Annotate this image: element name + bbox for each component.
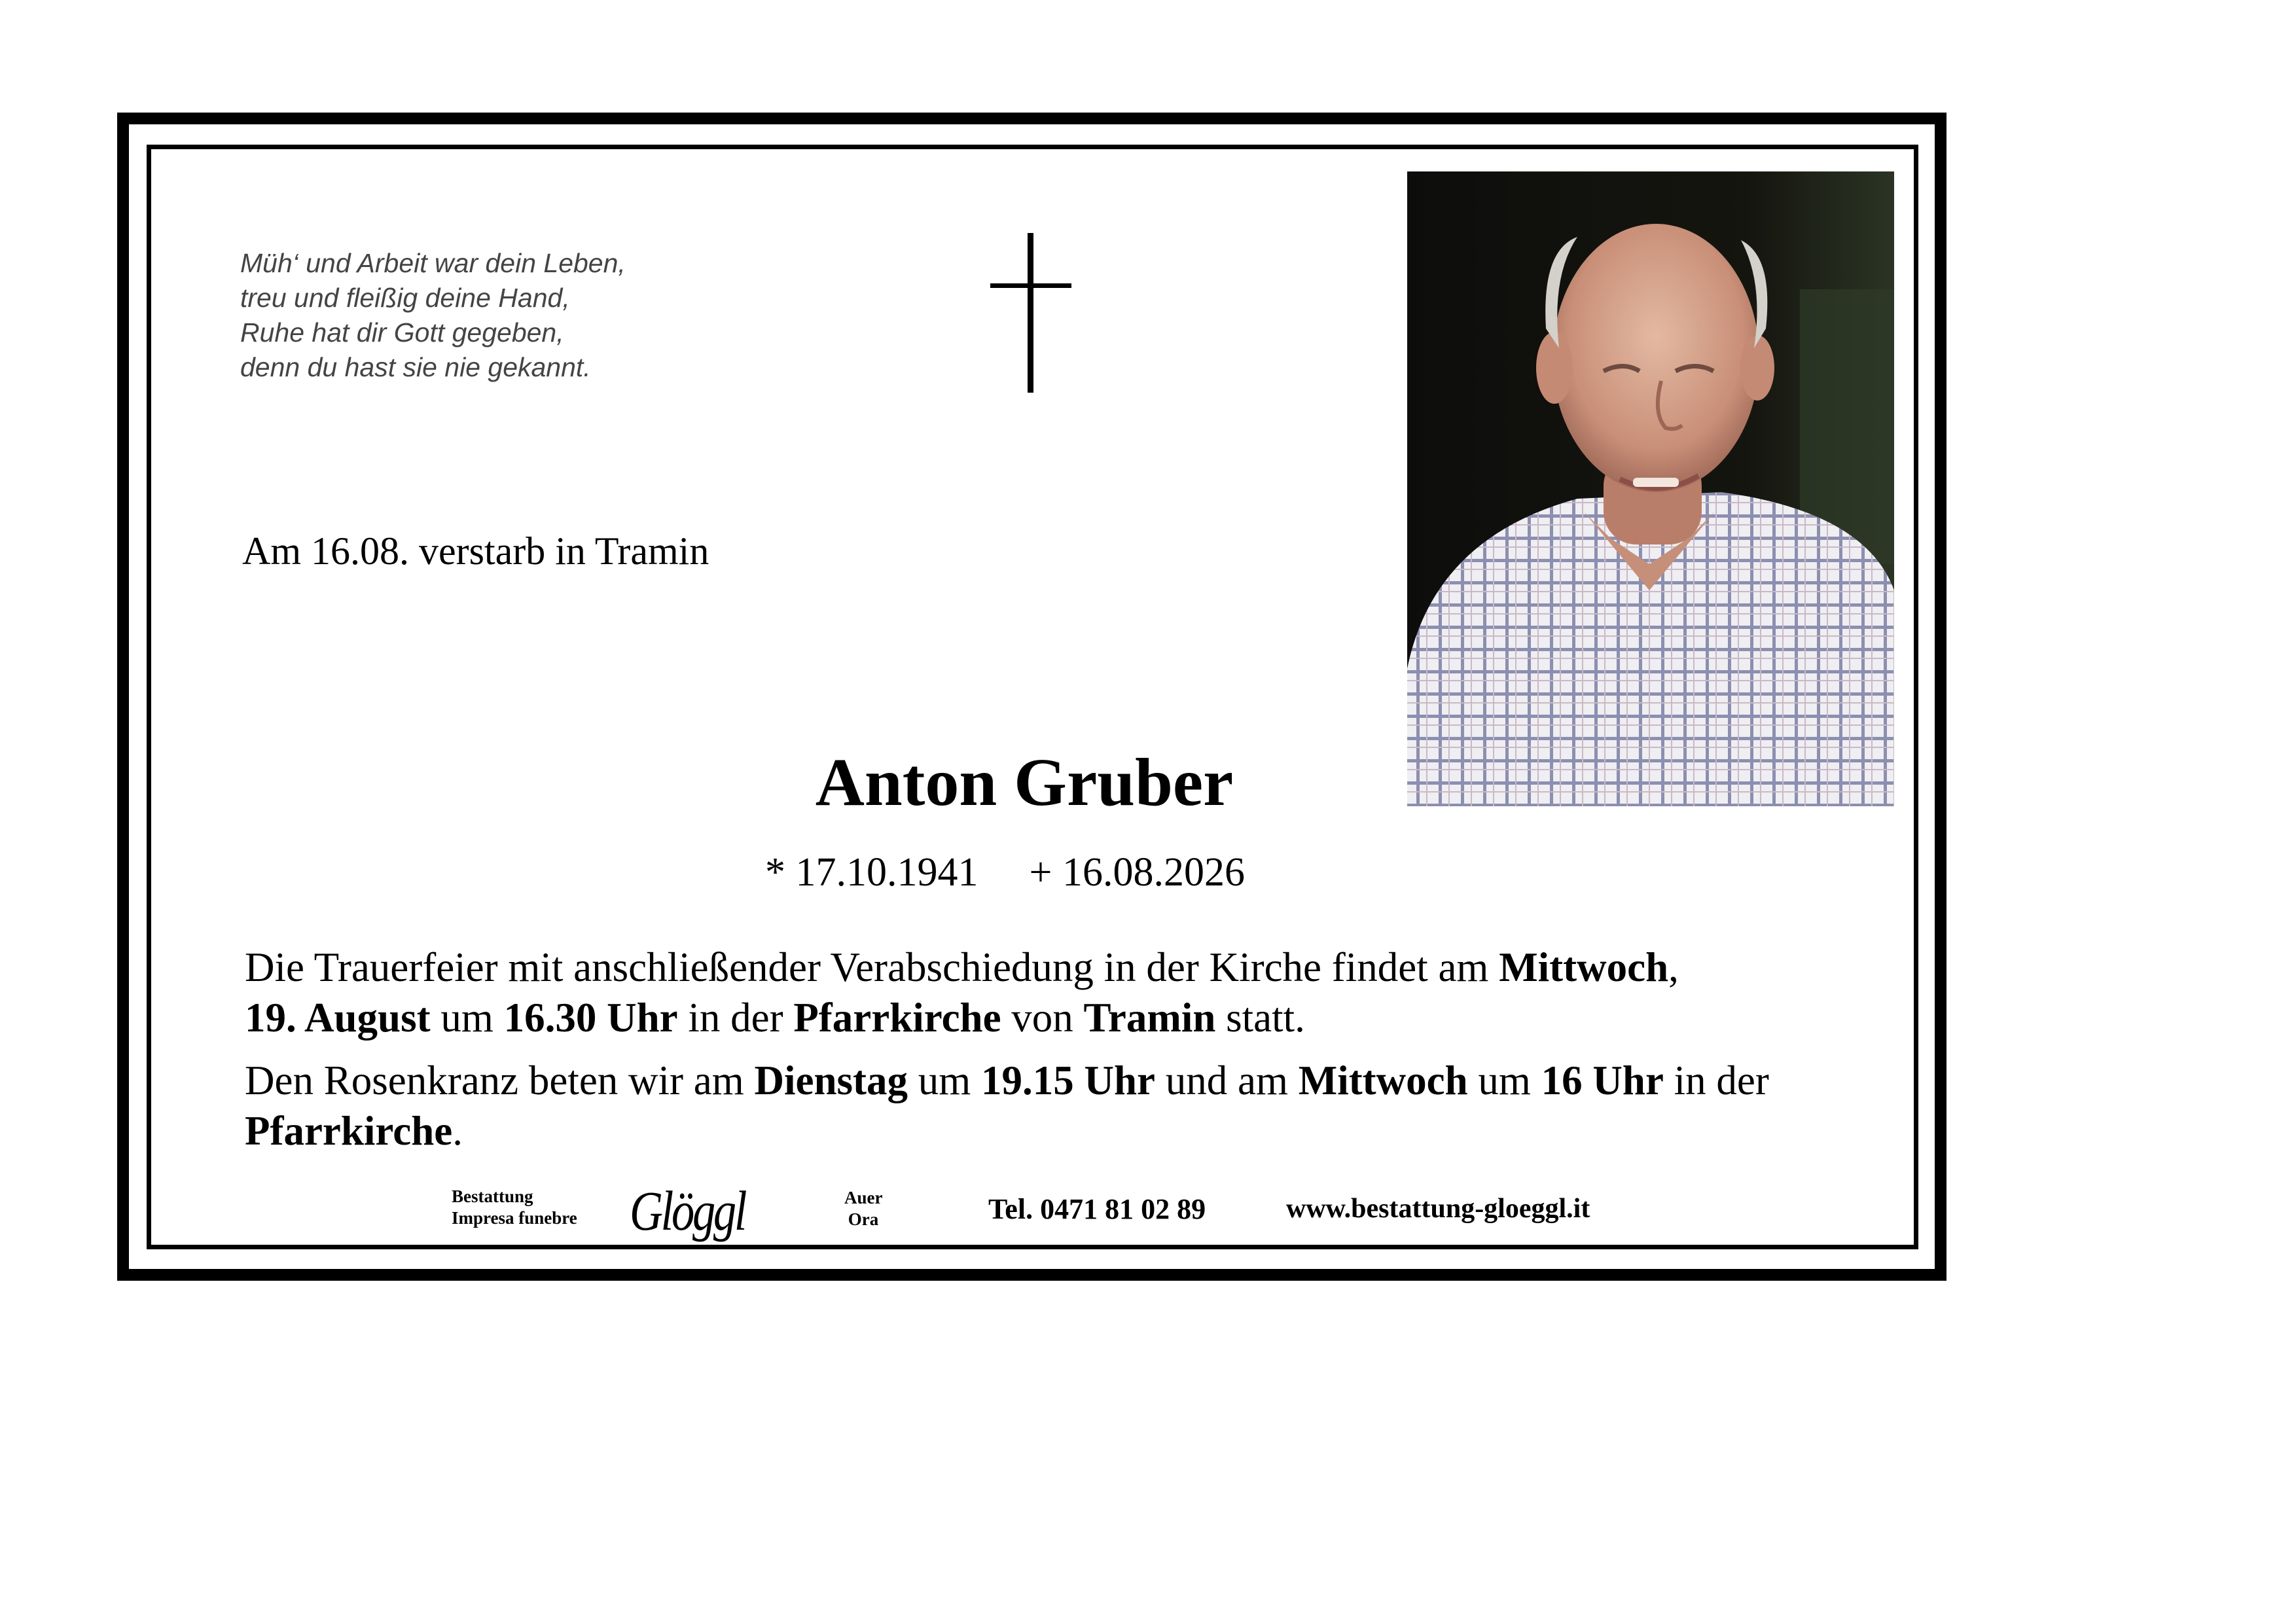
company-line: Impresa funebre	[452, 1208, 577, 1228]
church-emphasis: Pfarrkirche	[793, 995, 1001, 1041]
company-logo: Glöggl	[630, 1179, 745, 1242]
time-emphasis: 16.30 Uhr	[503, 995, 678, 1041]
location-line: Auer	[844, 1188, 883, 1207]
weekday-emphasis: Mittwoch	[1499, 944, 1669, 990]
text-run: in der	[677, 995, 794, 1041]
death-date: + 16.08.2026	[1029, 850, 1245, 895]
text-run: um	[908, 1058, 982, 1103]
text-run: Die Trauerfeier mit anschließender Verabschiedung in der Kirche findet am	[245, 944, 1499, 990]
deceased-name: Anton Gruber	[815, 745, 1234, 820]
company-phone: Tel. 0471 81 02 89	[988, 1193, 1206, 1225]
text-run: und am	[1155, 1058, 1299, 1103]
cross-horizontal-bar	[990, 283, 1071, 288]
latin-cross-icon	[990, 233, 1071, 393]
poem-line: Müh‘ und Arbeit war dein Leben,	[240, 248, 626, 278]
company-website: www.bestattung-gloeggl.it	[1286, 1194, 1590, 1224]
location-line: Ora	[848, 1209, 879, 1229]
time-emphasis: 16 Uhr	[1541, 1058, 1664, 1103]
weekday-emphasis: Mittwoch	[1298, 1058, 1468, 1103]
funeral-company-label	[452, 1186, 577, 1229]
memorial-poem	[240, 246, 626, 385]
church-emphasis: Pfarrkirche	[245, 1108, 453, 1154]
portrait-illustration	[1407, 171, 1894, 806]
text-run: .	[452, 1108, 463, 1154]
text-run: Den Rosenkranz beten wir am	[245, 1058, 755, 1103]
time-emphasis: 19.15 Uhr	[981, 1058, 1156, 1103]
town-emphasis: Tramin	[1083, 995, 1216, 1041]
date-emphasis: 19. August	[245, 995, 431, 1041]
poem-line: Ruhe hat dir Gott gegeben,	[240, 317, 564, 348]
death-notice-intro: Am 16.08. verstarb in Tramin	[242, 529, 709, 573]
text-run: um	[430, 995, 504, 1041]
poem-line: treu und fleißig deine Hand,	[240, 283, 570, 313]
text-run: ,	[1668, 944, 1679, 990]
poem-line: denn du hast sie nie gekannt.	[240, 352, 591, 382]
portrait-photo	[1407, 171, 1894, 806]
company-location	[844, 1187, 882, 1230]
text-run: um	[1467, 1058, 1541, 1103]
life-dates	[765, 849, 1245, 896]
text-run: statt.	[1215, 995, 1305, 1041]
text-run: von	[1001, 995, 1084, 1041]
text-run: in der	[1663, 1058, 1769, 1103]
weekday-emphasis: Dienstag	[754, 1058, 908, 1103]
birth-date: * 17.10.1941	[765, 850, 978, 895]
funeral-service-paragraph	[245, 942, 1816, 1043]
cross-vertical-bar	[1028, 233, 1033, 393]
rosary-paragraph	[245, 1056, 1816, 1156]
company-line: Bestattung	[452, 1186, 533, 1206]
